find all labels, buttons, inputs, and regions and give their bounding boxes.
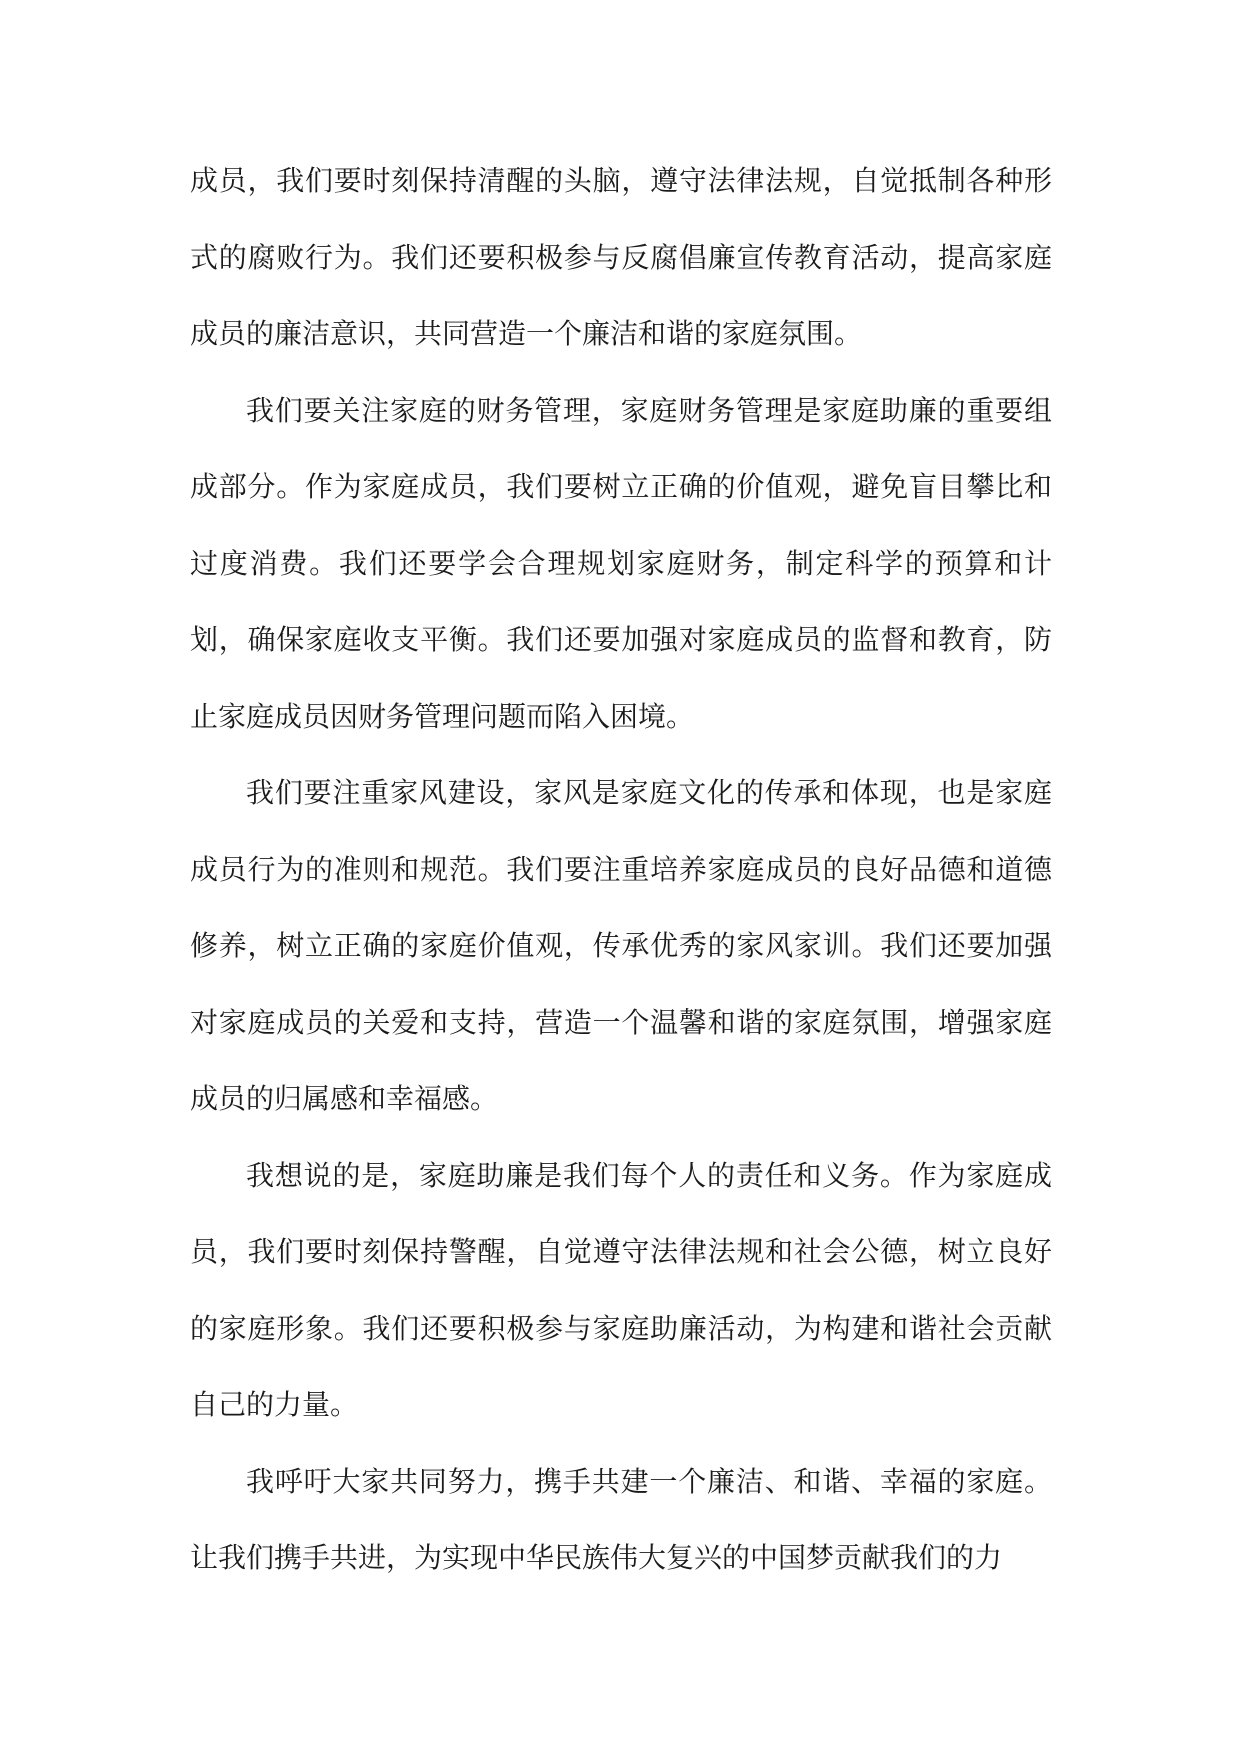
paragraph-1: 成员，我们要时刻保持清醒的头脑，遵守法律法规，自觉抵制各种形式的腐败行为。我们还要积极参与反腐倡廉宣传教育活动，提高家庭成员的廉洁意识，共同营造一个廉洁和谐的家庭氛围。	[190, 164, 1052, 350]
paragraph-2: 我们要关注家庭的财务管理，家庭财务管理是家庭助廉的重要组成部分。作为家庭成员，我们要树立正确的价值观，避免盲目攀比和过度消费。我们还要学会合理规划家庭财务，制定科学的预算和计划，确保家庭收支平衡。我们还要加强对家庭成员的监督和教育，防止家庭成员因财务管理问题而陷入困境。	[190, 393, 1052, 733]
paragraph-5: 我呼吁大家共同努力，携手共建一个廉洁、和谐、幸福的家庭。让我们携手共进，为实现中华民族伟大复兴的中国梦贡献我们的力	[190, 1464, 1052, 1574]
paragraph-4: 我想说的是，家庭助廉是我们每个人的责任和义务。作为家庭成员，我们要时刻保持警醒，自觉遵守法律法规和社会公德，树立良好的家庭形象。我们还要积极参与家庭助廉活动，为构建和谐社会贡献自己的力量。	[190, 1158, 1052, 1421]
document-body	[190, 143, 1052, 1597]
paragraph-3: 我们要注重家风建设，家风是家庭文化的传承和体现，也是家庭成员行为的准则和规范。我们要注重培养家庭成员的良好品德和道德修养，树立正确的家庭价值观，传承优秀的家风家训。我们还要加强对家庭成员的关爱和支持，营造一个温馨和谐的家庭氛围，增强家庭成员的归属感和幸福感。	[190, 776, 1052, 1115]
